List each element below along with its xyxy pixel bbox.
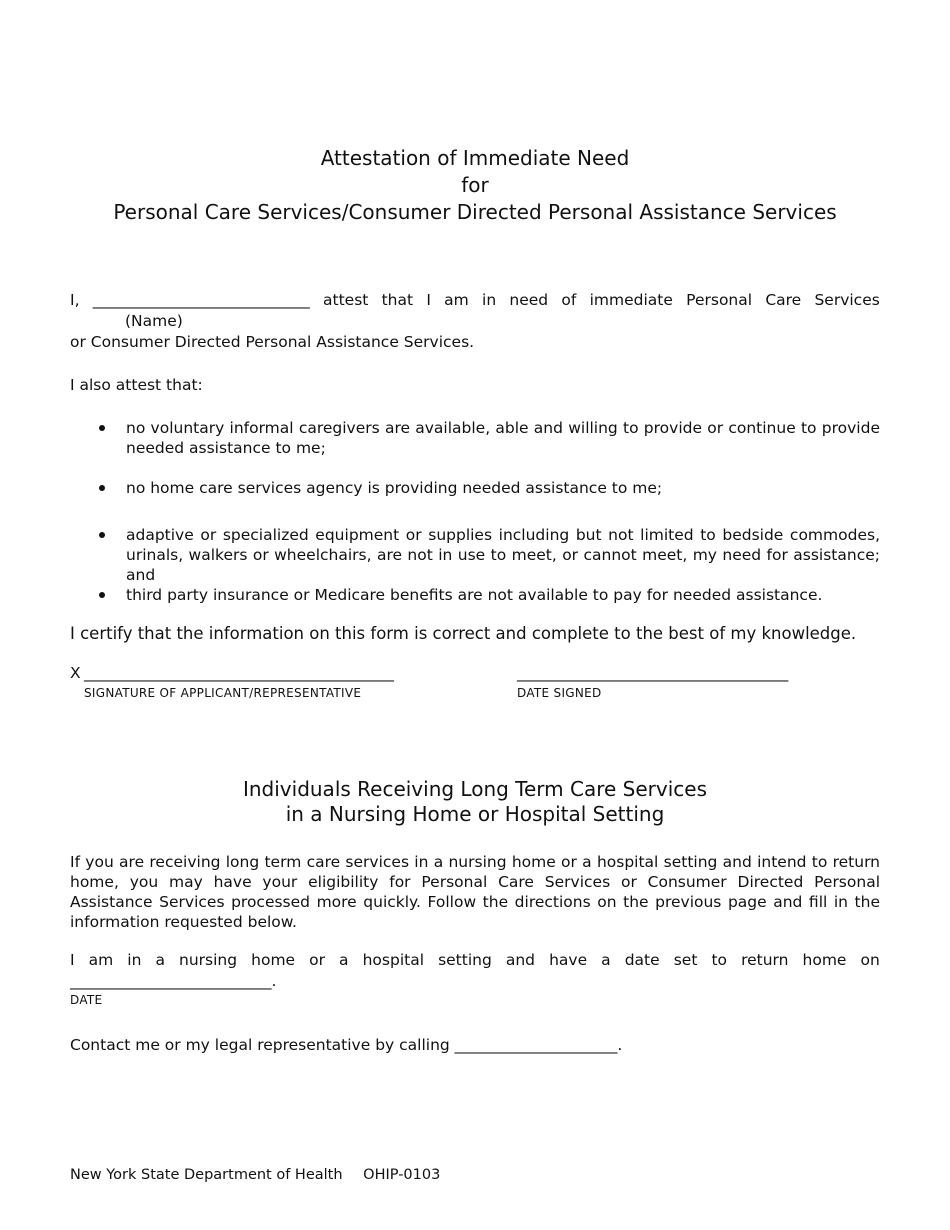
section-title-line-2: in a Nursing Home or Hospital Setting [285,802,665,826]
certification-statement: I certify that the information on this form is correct and complete to the best of my knowledge. [70,624,857,643]
signature-label: SIGNATURE OF APPLICANT/REPRESENTATIVE [84,686,362,700]
return-word: hospital [362,951,425,969]
return-word: and [505,951,536,969]
return-word: setting [438,951,492,969]
bullet-icon [99,425,105,431]
return-word: set [673,951,698,969]
attest-line-2: or Consumer Directed Personal Assistance Services. [70,333,475,351]
bullet-text: no voluntary informal caregivers are available, able and willing to provide or continue to provide needed assistance to me; [126,419,880,457]
attest-word: need [509,291,549,309]
return-word: have [549,951,588,969]
attest-prefix: I, [70,291,80,309]
return-word: home [802,951,847,969]
date-signed-field[interactable]: ___________________________________ [517,664,789,682]
return-word: on [860,951,880,969]
return-word: or [309,951,325,969]
bullet-text: adaptive or specialized equipment or supplies including but not limited to bedside commodes, urinals, walkers or wheelchairs, are not in use to meet, or cannot meet, my need for assistance; and [126,526,880,584]
bullet-icon [99,532,105,538]
bullet-icon [99,592,105,598]
attest-word: that [381,291,414,309]
bullet-icon [99,485,105,491]
attest-word: I [426,291,431,309]
name-blank-field[interactable]: ____________________________ [92,291,310,309]
attest-word: Services [814,291,880,309]
bullet-text: no home care services agency is providing needed assistance to me; [126,479,663,497]
return-word: I [70,951,75,969]
attest-word: in [482,291,497,309]
also-attest-heading: I also attest that: [70,376,203,394]
return-word: nursing [179,951,238,969]
return-word: return [741,951,789,969]
page-footer [70,1167,456,1183]
return-word: home [251,951,296,969]
section-paragraph: If you are receiving long term care services in a nursing home or a hospital setting and intend to return home, you may have your eligibility for Personal Care Services or Consumer Directed Personal Assistance Services processed more quickly. Follow the directions on the previous page and fill in the information requested below. [70,853,880,931]
title-line-3: Personal Care Services/Consumer Directed Personal Assistance Services [113,200,837,224]
return-word: am [88,951,114,969]
attest-word: of [561,291,577,309]
title-line-2: for [461,173,489,197]
attest-word: am [444,291,469,309]
return-home-statement [70,950,880,970]
return-word: date [624,951,660,969]
bullet-text: third party insurance or Medicare benefits are not available to pay for needed assistance. [126,586,823,604]
signature-field[interactable]: ________________________________________ [84,664,394,682]
return-word: a [601,951,611,969]
title-line-1: Attestation of Immediate Need [320,146,630,170]
footer-form-id: OHIP-0103 [363,1167,441,1183]
date-signed-label: DATE SIGNED [517,686,602,700]
return-word: a [155,951,165,969]
name-field-label: (Name) [125,312,183,330]
attest-word: immediate [589,291,673,309]
return-date-label: DATE [70,993,103,1007]
return-word: to [711,951,728,969]
attest-word: attest [323,291,369,309]
attest-word: Care [765,291,802,309]
section-title-line-1: Individuals Receiving Long Term Care Services [242,777,708,801]
signature-x-mark: X [70,664,81,682]
return-word: a [339,951,349,969]
form-title [0,145,950,226]
return-date-field[interactable]: __________________________. [70,972,277,990]
footer-agency: New York State Department of Health [70,1167,343,1183]
return-word: in [127,951,142,969]
attest-statement-line [70,290,880,310]
attest-word: Personal [686,291,753,309]
contact-phone-line[interactable]: Contact me or my legal representative by calling _____________________. [70,1036,623,1054]
